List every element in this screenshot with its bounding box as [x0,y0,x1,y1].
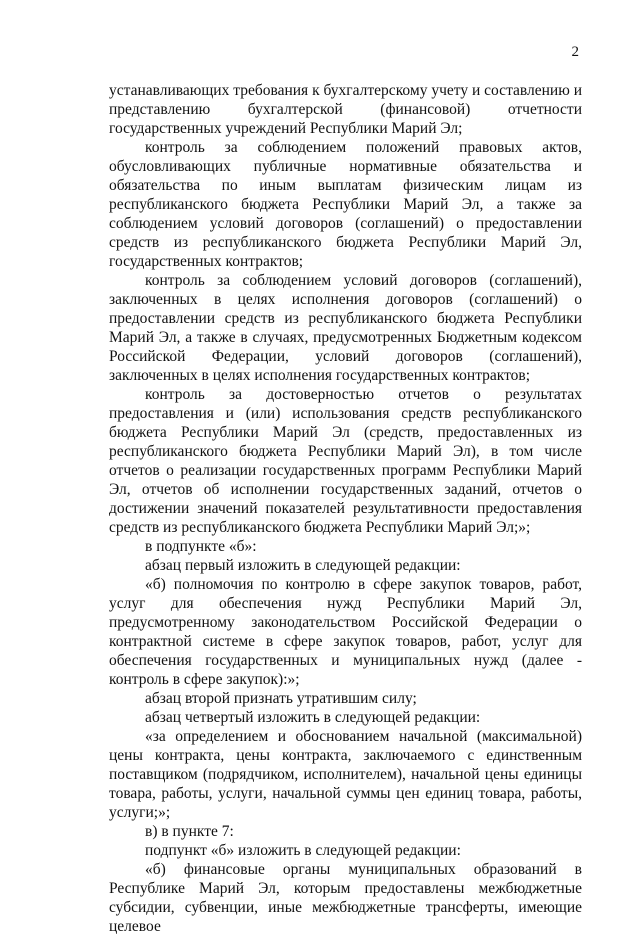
paragraph: абзац второй признать утратившим силу; [145,690,417,707]
paragraph: контроль за соблюдением положений правовых актов, обусловливающих публичные нормативные обязательства и обязательства по иным выплатам физическим лицам из республиканского бюджета Республики Марий Эл, а также за соблюдением условий договоров (соглашений) о предоставлении средств из республиканского бюджета Республики Марий Эл, государственных контрактов; [109,139,582,270]
paragraph: в) в пункте 7: [145,823,234,840]
paragraph: подпункт «б» изложить в следующей редакции: [145,842,461,859]
paragraph: «за определением и обоснованием начальной (максимальной) цены контракта, цены контракта, заключаемого с единственным поставщиком (подрядчиком, исполнителем), начальной цены единицы товара, работы, услуги, начальной суммы цен единиц товара, работы, услуги;»; [109,728,582,821]
paragraph: устанавливающих требования к бухгалтерскому учету и составлению и представлению бухгалтерской (финансовой) отчетности государственных учреждений Республики Марий Эл; [109,82,582,137]
page-number: 2 [571,44,579,60]
paragraph: абзац четвертый изложить в следующей редакции: [145,709,481,726]
paragraph: контроль за соблюдением условий договоров (соглашений), заключенных в целях исполнения договоров (соглашений) о предоставлении средств из республиканского бюджета Республики Марий Эл, а также в случаях, предусмотренных Бюджетным кодексом Российской Федерации, условий договоров (соглашений), заключенных в целях исполнения государственных контрактов; [109,272,582,384]
paragraph: контроль за достоверностью отчетов о результатах предоставления и (или) использования средств республиканского бюджета Республики Марий Эл (средств, предоставленных из республиканского бюджета Республики Марий Эл), в том числе отчетов о реализации государственных программ Республики Марий Эл, отчетов об исполнении государственных заданий, отчетов о достижении значений показателей результативности предоставления средств из республиканского бюджета Республики Марий Эл;»; [109,386,582,536]
paragraph: «б) полномочия по контролю в сфере закупок товаров, работ, услуг для обеспечения нужд Республики Марий Эл, предусмотренному законодательством Российской Федерации о контрактной системе в сфере закупок товаров, работ, услуг для обеспечения государственных и муниципальных нужд (далее - контроль в сфере закупок):»; [109,576,582,688]
paragraph: абзац первый изложить в следующей редакции: [145,557,461,574]
paragraph: в подпункте «б»: [145,538,257,555]
paragraph: «б) финансовые органы муниципальных образований в Республике Марий Эл, которым предоставлены межбюджетные субсидии, субвенции, иные межбюджетные трансферты, имеющие целевое [109,861,582,935]
document-body [109,81,582,936]
